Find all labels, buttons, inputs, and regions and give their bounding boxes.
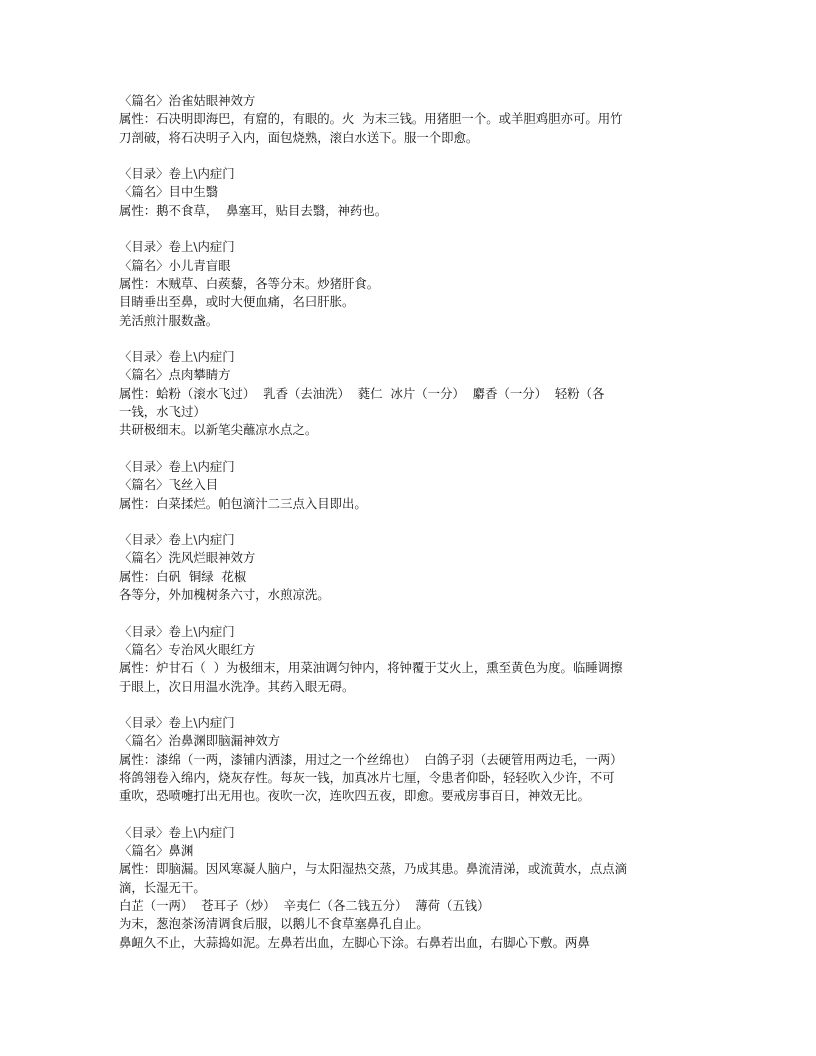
entry-2 <box>119 165 699 220</box>
entry-4 <box>119 348 699 439</box>
entry-text-line: 滴，长湿无干。 <box>119 879 206 895</box>
entry-text-line: 属性：石决明即海巴，有窟的，有眼的。火 为末三钱。用猪胆一个。或羊胆鸡胆亦可。用竹 <box>119 111 623 127</box>
entry-catalog: 〈目录〉卷上\内症门 <box>119 458 235 474</box>
entry-title: 〈篇名〉治雀姑眼神效方 <box>119 93 256 108</box>
entry-text-line: 属性：蛤粉（滚水飞过） 乳香（去油洗） 蕤仁 冰片（一分） 麝香（一分） 轻粉（各 <box>119 385 605 401</box>
entry-text-line: 属性：漆绵（一两，漆铺内洒漆，用过之一个丝绵也） 白鸽子羽（去硬管用两边毛，一两） <box>119 751 623 767</box>
entry-text-line: 刀剖破，将石决明子入内，面包烧熟，滚白水送下。服一个即愈。 <box>119 129 479 145</box>
entry-title: 〈篇名〉鼻渊 <box>119 843 194 859</box>
entry-title: 〈篇名〉洗风烂眼神效方 <box>119 550 256 566</box>
entry-text-line: 将鸽翎卷入绵内，烧灰存性。每灰一钱，加真冰片七厘，令患者仰卧，轻轻吹入少许，不可 <box>119 769 615 785</box>
entry-title: 〈篇名〉目中生翳 <box>119 184 219 200</box>
entry-text-line: 属性：炉甘石（ ）为极细末，用菜油调匀钟内，将钟覆于艾火上，熏至黄色为度。临睡调擦 <box>119 660 623 676</box>
entry-text-line: 为末，葱泡茶汤清调食后服，以鹅儿不食草塞鼻孔自止。 <box>119 916 429 932</box>
entry-catalog: 〈目录〉卷上\内症门 <box>119 623 235 639</box>
entry-text-line: 鼻衄久不止，大蒜捣如泥。左鼻若出血，左脚心下涂。右鼻若出血，右脚心下敷。两鼻 <box>119 934 590 950</box>
entry-catalog: 〈目录〉卷上\内症门 <box>119 239 235 255</box>
entry-text-line: 属性：即脑漏。因风寒凝人脑户，与太阳湿热交蒸，乃成其患。鼻流清涕，或流黄水，点点滴 <box>119 861 628 877</box>
entry-8 <box>119 714 699 805</box>
entry-title: 〈篇名〉飞丝入目 <box>119 477 219 493</box>
entry-text-line: 属性：白矾 铜绿 花椒 <box>119 568 247 584</box>
entry-text-line: 于眼上，次日用温水洗净。其药入眼无碍。 <box>119 678 355 694</box>
entry-title: 〈篇名〉点肉攀睛方 <box>119 367 231 383</box>
entry-text-line: 属性：白菜揉烂。帕包滴汁二三点入目即出。 <box>119 495 367 511</box>
entry-text-line: 重吹，恐喷嚏打出无用也。夜吹一次，连吹四五夜，即愈。要戒房事百日，神效无比。 <box>119 788 590 804</box>
document-page <box>119 92 699 970</box>
entry-text-line: 各等分，外加槐树条六寸，水煎凉洗。 <box>119 587 330 603</box>
entry-6 <box>119 531 699 604</box>
entry-9 <box>119 824 699 952</box>
entry-text-line: 一钱，水飞过） <box>119 404 206 420</box>
entry-catalog: 〈目录〉卷上\内症门 <box>119 349 235 365</box>
entry-5 <box>119 458 699 513</box>
entry-catalog: 〈目录〉卷上\内症门 <box>119 715 235 731</box>
entry-text-line: 属性：木贼草、白蒺藜，各等分末。炒猪肝食。 <box>119 275 380 291</box>
entry-title: 〈篇名〉治鼻渊即脑漏神效方 <box>119 733 281 749</box>
entry-catalog: 〈目录〉卷上\内症门 <box>119 166 235 182</box>
entry-text-line: 共研极细末。以新笔尖蘸凉水点之。 <box>119 422 318 438</box>
entry-text-line: 白芷（一两） 苍耳子（炒） 辛夷仁（各二钱五分） 薄荷（五钱） <box>119 898 490 914</box>
entry-text-line: 目睛垂出至鼻，或时大便血痛，名曰肝胀。 <box>119 294 355 310</box>
entry-title: 〈篇名〉专治风火眼红方 <box>119 641 256 657</box>
entry-7 <box>119 623 699 696</box>
entry-text-line: 羌活煎汁服数盏。 <box>119 312 219 328</box>
entry-3 <box>119 238 699 329</box>
entry-catalog: 〈目录〉卷上\内症门 <box>119 824 235 840</box>
entry-1 <box>119 92 699 147</box>
entry-catalog: 〈目录〉卷上\内症门 <box>119 532 235 548</box>
entry-title: 〈篇名〉小儿青盲眼 <box>119 257 231 273</box>
entry-text-line: 属性：鹅不食草， 鼻塞耳，贴目去翳，神药也。 <box>119 202 388 218</box>
